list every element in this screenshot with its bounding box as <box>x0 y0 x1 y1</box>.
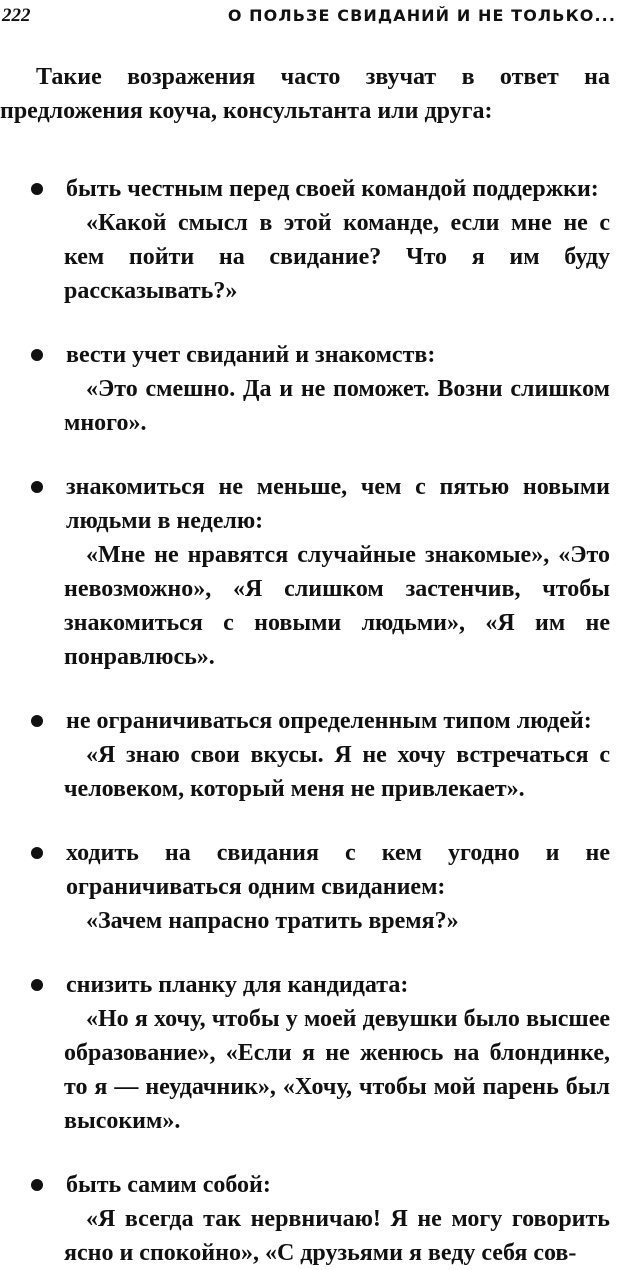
list-item-text: не ограничиваться определенным типом людей: <box>66 708 592 734</box>
intro-paragraph: Такие возражения часто звучат в ответ на предложения коуча, консультанта или друга: <box>0 64 610 124</box>
running-head <box>0 4 620 34</box>
bullet-icon <box>31 715 43 727</box>
bullet-icon <box>31 481 43 493</box>
objections-list <box>0 172 610 1270</box>
body-text <box>0 60 610 1270</box>
list-item-quote: «Мне не нравятся случайные знакомые», «Это невозможно», «Я слишком застенчив, чтобы знакомиться с новыми людьми», «Я им не понравлюсь». <box>64 542 610 670</box>
list-item-quote: «Какой смысл в этой команде, если мне не с кем пойти на свидание? Что я им буду рассказывать?» <box>64 210 610 304</box>
bullet-icon <box>31 979 43 991</box>
chapter-title: О ПОЛЬЗЕ СВИДАНИЙ И НЕ ТОЛЬКО... <box>227 6 616 25</box>
list-item-text: ходить на свидания с кем угодно и не ограничиваться одним свиданием: <box>66 840 610 900</box>
list-item-quote: «Но я хочу, чтобы у моей девушки было высшее образование», «Если я не женюсь на блондинке, то я — неудачник», «Хочу, чтобы мой парень был высоким». <box>64 1006 610 1134</box>
list-item <box>0 172 610 308</box>
bullet-icon <box>31 1179 43 1191</box>
list-item-text: быть самим собой: <box>66 1172 271 1198</box>
list-item <box>0 1168 610 1270</box>
list-item-quote: «Это смешно. Да и не поможет. Возни слишком много». <box>64 376 610 436</box>
list-item-quote: «Я знаю свои вкусы. Я не хочу встречаться с человеком, который меня не привлекает». <box>64 742 610 802</box>
list-item-text: снизить планку для кандидата: <box>66 972 409 998</box>
bullet-icon <box>31 183 43 195</box>
page-number: 222 <box>2 5 31 26</box>
bullet-icon <box>31 847 43 859</box>
list-item-text: знакомиться не меньше, чем с пятью новыми людьми в неделю: <box>66 474 610 534</box>
list-item <box>0 968 610 1138</box>
list-item <box>0 836 610 938</box>
list-item-quote: «Я всегда так нервничаю! Я не могу говорить ясно и спокойно», «С друзьями я веду себя сов- <box>64 1206 610 1266</box>
list-item-quote: «Зачем напрасно тратить время?» <box>86 908 459 934</box>
list-item <box>0 704 610 806</box>
list-item <box>0 470 610 674</box>
list-item-text: быть честным перед своей командой поддержки: <box>66 176 599 202</box>
list-item-text: вести учет свиданий и знакомств: <box>66 342 436 368</box>
bullet-icon <box>31 349 43 361</box>
list-item <box>0 338 610 440</box>
